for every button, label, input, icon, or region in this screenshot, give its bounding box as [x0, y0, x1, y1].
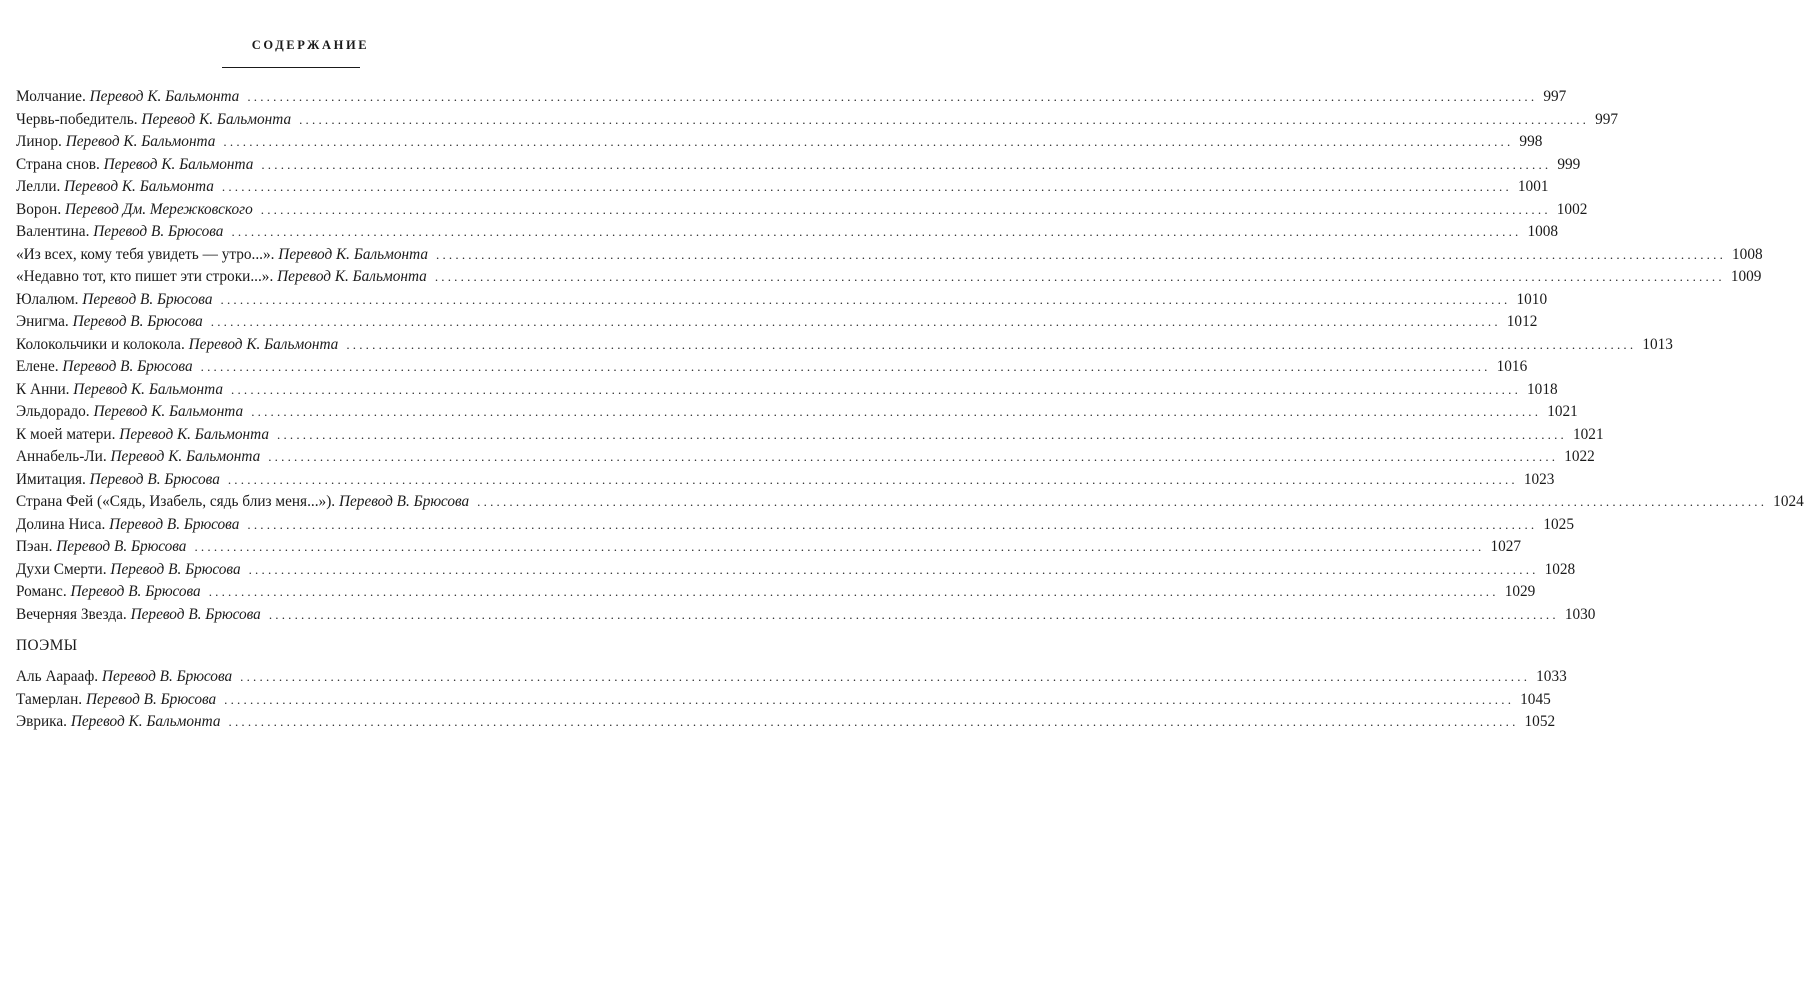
- page-number: 1024: [1773, 493, 1804, 510]
- toc-entry: [16, 448, 1595, 471]
- poem-title: К моей матери.: [16, 425, 116, 443]
- entry-title: [16, 156, 253, 174]
- contents-list: [16, 88, 1804, 628]
- translator-credit: Перевод К. Бальмонта: [65, 133, 216, 150]
- toc-entry: [16, 668, 1567, 691]
- page-number: 1021: [1547, 403, 1578, 420]
- entry-title: [16, 88, 239, 106]
- translator-credit: Перевод Дм. Мережковского: [65, 200, 253, 218]
- translator-credit: Перевод В. Брюсова: [101, 668, 233, 685]
- translator-credit: Перевод К. Бальмонта: [278, 245, 429, 263]
- poem-title: Линор.: [16, 133, 62, 150]
- page-number: 1009: [1730, 268, 1762, 285]
- page-number: 1016: [1496, 358, 1528, 375]
- page-number: 998: [1519, 133, 1543, 150]
- dot-leader: ........................................................................................................................................................................................................: [261, 156, 1552, 172]
- toc-entry: [16, 88, 1567, 111]
- toc-entry: [16, 223, 1559, 246]
- dot-leader: ........................................................................................................................................................................................................: [200, 359, 1491, 374]
- dot-leader: ........................................................................................................................................................................................................: [208, 584, 1499, 599]
- toc-entry: [16, 358, 1528, 381]
- dot-leader: ........................................................................................................................................................................................................: [477, 494, 1768, 509]
- translator-credit: Перевод В. Брюсова: [56, 538, 187, 555]
- page-number: 1018: [1527, 380, 1558, 398]
- translator-credit: Перевод К. Бальмонта: [70, 713, 221, 730]
- poem-title: Валентина.: [16, 223, 90, 240]
- dot-leader: ........................................................................................................................................................................................................: [223, 134, 1514, 149]
- dot-leader: ........................................................................................................................................................................................................: [434, 269, 1725, 284]
- translator-credit: Перевод К. Бальмонта: [119, 425, 269, 443]
- translator-credit: Перевод К. Бальмонта: [277, 268, 427, 285]
- page-number: 1022: [1564, 448, 1595, 465]
- translator-credit: Перевод В. Брюсова: [130, 605, 261, 623]
- dot-leader: ........................................................................................................................................................................................................: [228, 714, 1519, 729]
- translator-credit: Перевод В. Брюсова: [89, 470, 220, 488]
- dot-leader: ........................................................................................................................................................................................................: [221, 179, 1512, 194]
- translator-credit: Перевод В. Брюсова: [110, 560, 241, 578]
- toc-entry: [16, 313, 1538, 336]
- entry-title: [16, 111, 291, 129]
- page-number: 1030: [1564, 605, 1596, 623]
- page-number: 1021: [1573, 425, 1604, 443]
- entry-title: [16, 538, 186, 556]
- page-number: 1029: [1504, 583, 1536, 600]
- poem-title: К Анни.: [16, 380, 70, 398]
- poem-title: Червь-победитель.: [16, 110, 138, 128]
- dot-leader: ........................................................................................................................................................................................................: [194, 539, 1485, 554]
- translator-credit: Перевод К. Бальмонта: [141, 110, 292, 128]
- title-underline: [222, 67, 360, 68]
- translator-credit: Перевод В. Брюсова: [72, 313, 203, 330]
- page-number: 1010: [1516, 290, 1548, 308]
- toc-entry: [16, 290, 1548, 314]
- entry-title: [16, 561, 241, 579]
- entry-title: [16, 223, 223, 241]
- page-number: 1012: [1506, 313, 1538, 330]
- toc-entry: [16, 605, 1596, 629]
- entry-title: [16, 358, 193, 376]
- translator-credit: Перевод В. Брюсова: [62, 358, 193, 375]
- dot-leader: ........................................................................................................................................................................................................: [251, 404, 1542, 419]
- toc-entry: [16, 538, 1522, 561]
- poem-title: Пэан.: [16, 538, 53, 555]
- poem-title: Страна снов.: [16, 155, 100, 173]
- page-number: 1028: [1544, 560, 1576, 578]
- translator-credit: Перевод В. Брюсова: [82, 290, 213, 308]
- entry-title: [16, 133, 215, 151]
- page-number: 997: [1595, 110, 1619, 128]
- toc-entry: [16, 560, 1576, 584]
- dot-leader: ........................................................................................................................................................................................................: [346, 336, 1637, 352]
- entry-title: [16, 201, 253, 219]
- translator-credit: Перевод В. Брюсова: [338, 493, 470, 510]
- entry-title: [16, 606, 261, 624]
- page-number: 1002: [1556, 200, 1588, 218]
- entry-title: [16, 246, 428, 264]
- translator-credit: Перевод К. Бальмонта: [93, 403, 244, 420]
- poem-title: Аль Аарааф.: [16, 668, 99, 685]
- entry-title: [16, 403, 243, 421]
- translator-credit: Перевод К. Бальмонта: [110, 448, 261, 465]
- poem-title: Имитация.: [16, 470, 86, 488]
- entry-title: [16, 471, 220, 489]
- translator-credit: Перевод В. Брюсова: [85, 690, 217, 708]
- dot-leader: ........................................................................................................................................................................................................: [231, 381, 1522, 397]
- dot-leader: ........................................................................................................................................................................................................: [299, 111, 1590, 127]
- poem-title: Романс.: [16, 583, 67, 600]
- toc-entry: [16, 200, 1588, 224]
- toc-entry: [16, 470, 1555, 494]
- dot-leader: ........................................................................................................................................................................................................: [260, 201, 1551, 217]
- entry-title: [16, 448, 260, 466]
- translator-credit: Перевод В. Брюсова: [109, 515, 240, 533]
- dot-leader: ........................................................................................................................................................................................................: [268, 449, 1559, 464]
- poem-title: Духи Смерти.: [16, 560, 107, 578]
- dot-leader: ........................................................................................................................................................................................................: [277, 426, 1567, 442]
- poem-title: Страна Фей («Сядь, Изабель, сядь близ меня...»).: [16, 493, 336, 510]
- poem-title: Колокольчики и колокола.: [16, 335, 185, 353]
- page-number: 1013: [1642, 335, 1673, 353]
- poem-title: Долина Ниса.: [16, 515, 106, 533]
- entry-title: [16, 426, 269, 444]
- toc-entry: [16, 690, 1551, 714]
- toc-entry: [16, 713, 1556, 736]
- entry-title: [16, 713, 221, 731]
- toc-entry: [16, 380, 1558, 404]
- page-number: 999: [1557, 155, 1581, 173]
- toc-entry: [16, 245, 1763, 269]
- toc-entry: [16, 133, 1543, 156]
- dot-leader: ........................................................................................................................................................................................................: [436, 246, 1727, 262]
- poem-title: «Из всех, кому тебя увидеть — утро...».: [16, 245, 275, 263]
- entry-title: [16, 583, 201, 601]
- translator-credit: Перевод К. Бальмонта: [89, 88, 240, 105]
- page-number: 1027: [1490, 538, 1522, 555]
- page-number: 1045: [1520, 690, 1551, 708]
- poem-title: Энигма.: [16, 313, 69, 330]
- translator-credit: Перевод В. Брюсова: [93, 223, 224, 240]
- entry-title: [16, 691, 216, 709]
- translator-credit: Перевод К. Бальмонта: [103, 155, 254, 173]
- dot-leader: ........................................................................................................................................................................................................: [220, 291, 1511, 307]
- poem-title: Вечерняя Звезда.: [16, 605, 127, 623]
- poem-title: Эврика.: [16, 713, 67, 730]
- dot-leader: ........................................................................................................................................................................................................: [210, 314, 1501, 329]
- dot-leader: ........................................................................................................................................................................................................: [247, 516, 1538, 532]
- translator-credit: Перевод К. Бальмонта: [64, 178, 214, 195]
- toc-entry: [16, 515, 1574, 539]
- entry-title: [16, 668, 232, 686]
- dot-leader: ........................................................................................................................................................................................................: [231, 224, 1522, 239]
- entry-title: [16, 178, 214, 196]
- section-title-poems: ПОЭМЫ: [16, 637, 78, 654]
- poem-title: Ворон.: [16, 200, 62, 218]
- entry-title: [16, 291, 213, 309]
- poem-title: Эльдорадо.: [16, 403, 90, 420]
- dot-leader: ........................................................................................................................................................................................................: [248, 561, 1539, 577]
- toc-entry: [16, 155, 1581, 179]
- poem-title: Лелли.: [16, 178, 61, 195]
- dot-leader: ........................................................................................................................................................................................................: [268, 606, 1559, 622]
- poem-title: Молчание.: [16, 88, 86, 105]
- dot-leader: ........................................................................................................................................................................................................: [247, 89, 1538, 104]
- toc-entry: [16, 178, 1549, 201]
- poem-title: Аннабель-Ли.: [16, 448, 107, 465]
- poem-title: Тамерлан.: [16, 690, 83, 708]
- toc-entry: [16, 335, 1673, 359]
- poems-list: [16, 668, 1567, 736]
- page-number: 1008: [1527, 223, 1559, 240]
- page-number: 1023: [1523, 470, 1555, 488]
- entry-title: [16, 381, 223, 399]
- entry-title: [16, 336, 338, 354]
- page-number: 1052: [1524, 713, 1556, 730]
- translator-credit: Перевод К. Бальмонта: [188, 335, 339, 353]
- toc-entry: [16, 268, 1762, 291]
- page-number: 1008: [1732, 245, 1763, 263]
- entry-title: [16, 516, 239, 534]
- poem-title: Юлалюм.: [16, 290, 79, 308]
- entry-title: [16, 268, 427, 286]
- page-number: 1025: [1543, 515, 1574, 533]
- entry-title: [16, 493, 469, 511]
- dot-leader: ........................................................................................................................................................................................................: [240, 669, 1531, 684]
- page-number: 1001: [1517, 178, 1549, 195]
- toc-entry: [16, 403, 1578, 426]
- entry-title: [16, 313, 203, 331]
- page-number: 1033: [1536, 668, 1567, 685]
- dot-leader: ........................................................................................................................................................................................................: [227, 471, 1518, 487]
- toc-entry: [16, 110, 1619, 134]
- toc-entry: [16, 493, 1804, 516]
- toc-entry: [16, 425, 1604, 449]
- poem-title: «Недавно тот, кто пишет эти строки...».: [16, 268, 274, 285]
- dot-leader: ........................................................................................................................................................................................................: [224, 691, 1515, 707]
- poem-title: Елене.: [16, 358, 59, 375]
- toc-entry: [16, 583, 1536, 606]
- page-title: СОДЕРЖАНИЕ: [251, 38, 370, 52]
- page-number: 997: [1543, 88, 1567, 105]
- translator-credit: Перевод К. Бальмонта: [73, 380, 224, 398]
- translator-credit: Перевод В. Брюсова: [70, 583, 201, 600]
